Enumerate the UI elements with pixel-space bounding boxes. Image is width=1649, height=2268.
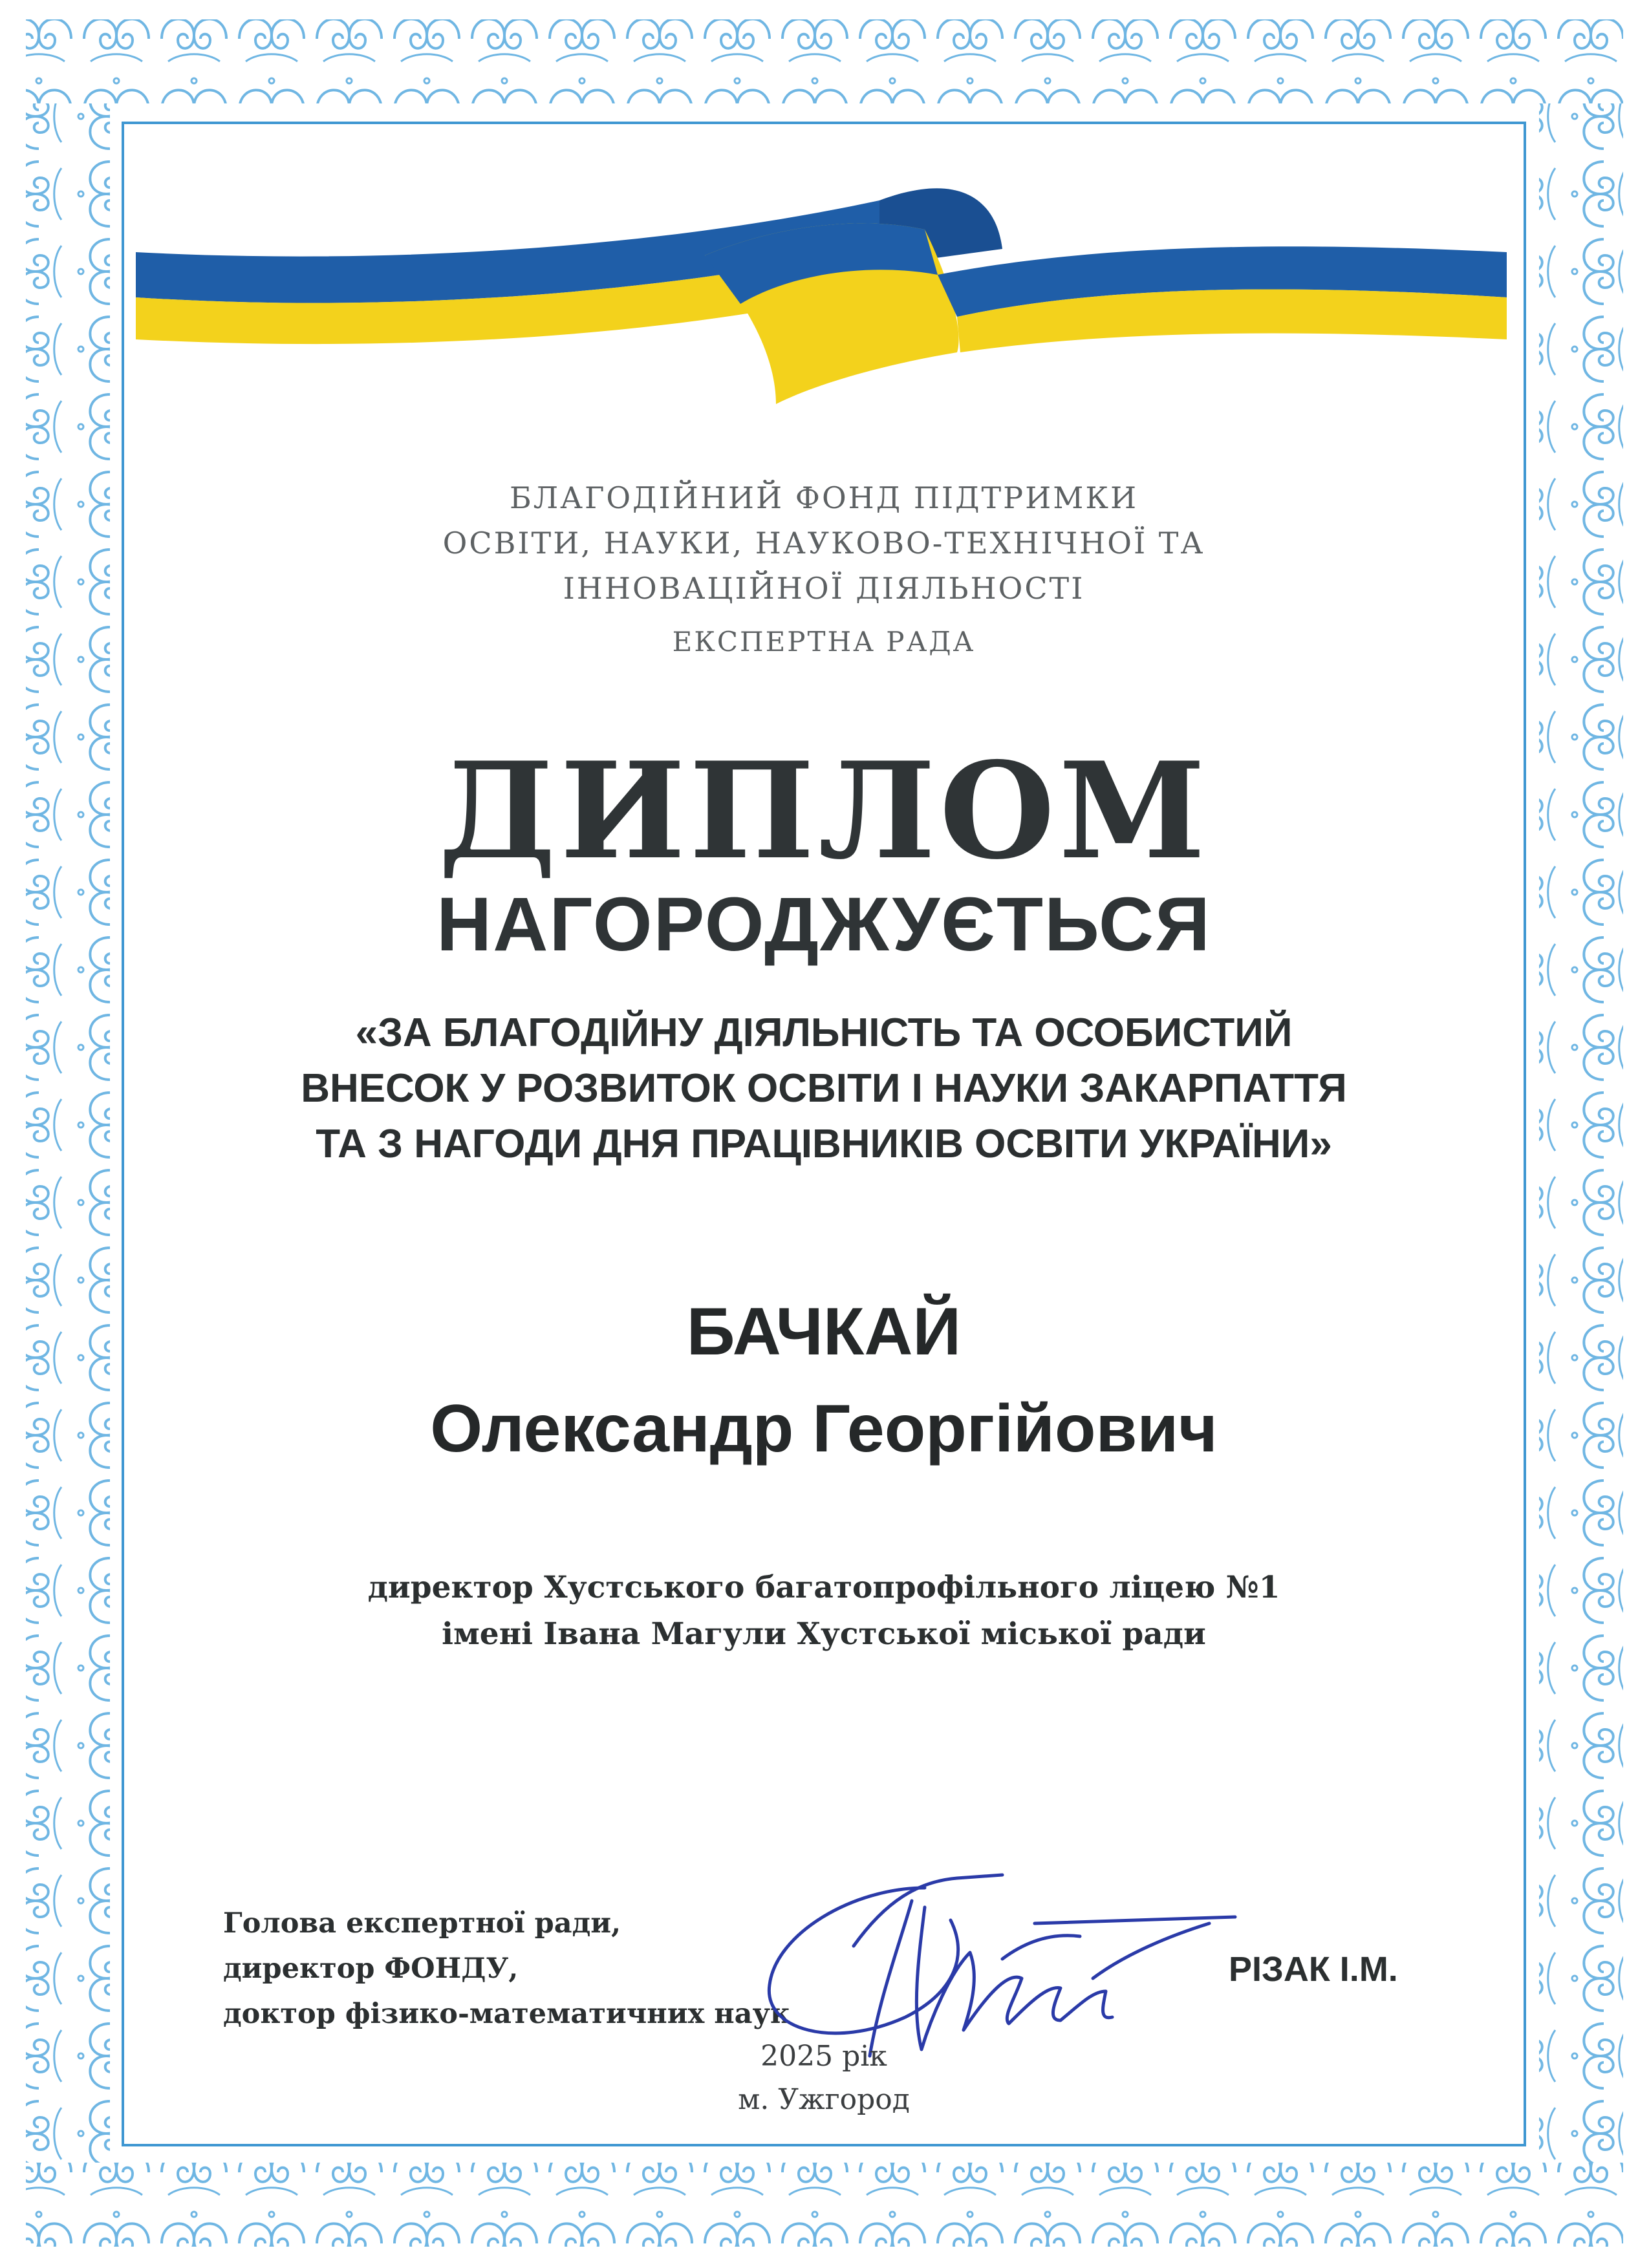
recipient-position: [122, 1565, 1526, 1658]
awarded-heading: НАГОРОДЖУЄТЬСЯ: [436, 882, 1211, 967]
issue-year: 2025 рік: [760, 2040, 887, 2073]
award-reason-line: «ЗА БЛАГОДІЙНУ ДІЯЛЬНІСТЬ ТА ОСОБИСТИЙ: [355, 1011, 1293, 1055]
organization-line: БЛАГОДІЙНИЙ ФОНД ПІДТРИМКИ: [509, 480, 1139, 515]
diploma-title: ДИПЛОМ: [438, 734, 1210, 889]
award-reason: [122, 1005, 1526, 1172]
signatory-title: [223, 1901, 790, 2037]
award-reason-line: ВНЕСОК У РОЗВИТОК ОСВІТИ І НАУКИ ЗАКАРПАТТЯ: [301, 1066, 1347, 1111]
signatory-title-line: директор ФОНДУ,: [223, 1952, 519, 1985]
issue-city: м. Ужгород: [738, 2083, 910, 2116]
signatory-title-line: доктор фізико-математичних наук: [223, 1998, 791, 2030]
flag-ribbon-graphic: [136, 145, 1507, 411]
recipient-surname: БАЧКАЙ: [686, 1294, 962, 1369]
recipient-position-line: директор Хустського багатопрофільного ліцею №1: [367, 1570, 1280, 1605]
recipient-given-name: Олександр Георгійович: [430, 1391, 1218, 1466]
organization-line: ОСВІТИ, НАУКИ, НАУКОВО-ТЕХНІЧНОЇ ТА: [442, 526, 1205, 561]
council-name: ЕКСПЕРТНА РАДА: [672, 626, 976, 658]
award-reason-line: ТА З НАГОДИ ДНЯ ПРАЦІВНИКІВ ОСВІТИ УКРАЇНИ»: [316, 1122, 1332, 1166]
recipient-position-line: імені Івана Магули Хустської міської ради: [442, 1616, 1206, 1652]
signatory-name: РІЗАК І.М.: [1229, 1950, 1398, 1989]
organization-name: [122, 475, 1526, 611]
organization-line: ІННОВАЦІЙНОЇ ДІЯЛЬНОСТІ: [563, 571, 1085, 606]
signatory-title-line: Голова експертної ради,: [223, 1907, 621, 1940]
